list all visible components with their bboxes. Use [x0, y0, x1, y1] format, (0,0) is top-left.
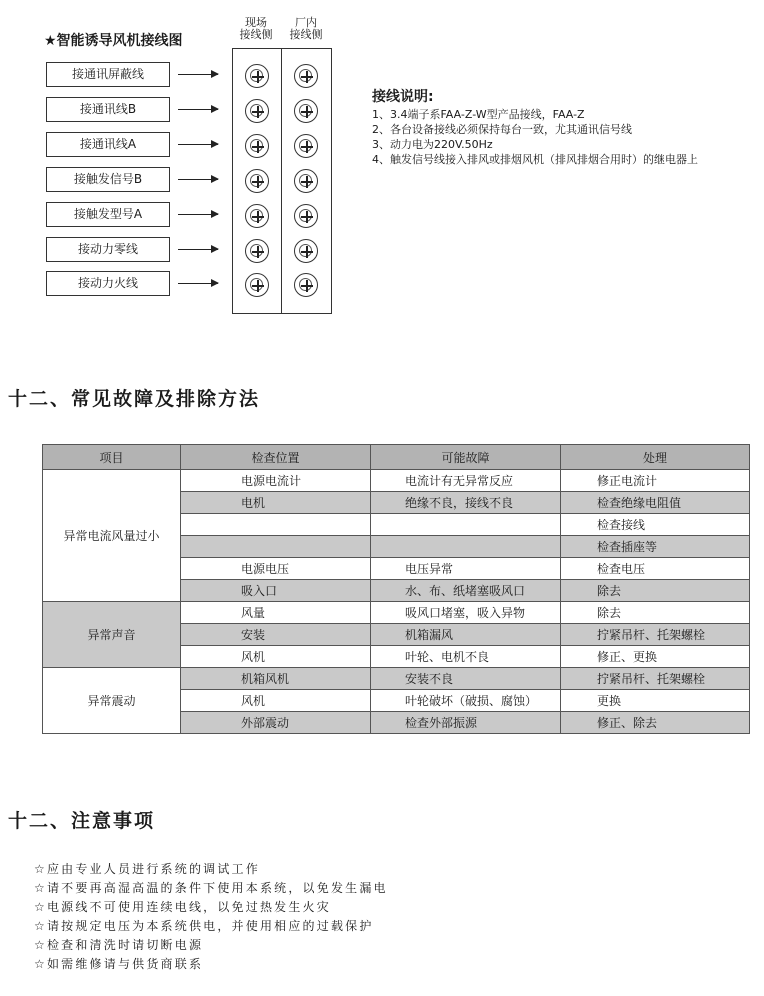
wiring-note-2: 2、各台设备接线必须保持每台一致，尤其通讯信号线: [372, 123, 632, 136]
field-side-header: [232, 17, 280, 41]
wire-arrow-1: [178, 74, 218, 75]
plus-icon: [252, 106, 264, 118]
check-location-cell: 吸入口: [181, 580, 371, 602]
wire-arrow-2: [178, 109, 218, 110]
wire-label-1: 接通讯屏蔽线: [46, 62, 170, 87]
wire-label-2: 接通讯线B: [46, 97, 170, 122]
field-side-header-line1: 现场: [245, 16, 267, 29]
check-location-cell: 安装: [181, 624, 371, 646]
action-cell: 拧紧吊杆、托架螺栓: [561, 624, 750, 646]
factory-terminal-screw-icon: [294, 273, 318, 297]
possible-fault-cell: 水、布、纸堵塞吸风口: [371, 580, 561, 602]
factory-terminal-screw-icon: [294, 239, 318, 263]
possible-fault-cell: 电流计有无异常反应: [371, 470, 561, 492]
check-location-cell: [181, 536, 371, 558]
plus-icon: [301, 211, 313, 223]
possible-fault-cell: 安装不良: [371, 668, 561, 690]
plus-icon: [301, 71, 313, 83]
factory-terminal-screw-icon: [294, 64, 318, 88]
check-location-cell: 电源电流计: [181, 470, 371, 492]
factory-terminal-screw-icon: [294, 169, 318, 193]
precautions-heading: 十二、注意事项: [8, 810, 156, 832]
plus-icon: [252, 246, 264, 258]
plus-icon: [252, 211, 264, 223]
factory-terminal-screw-icon: [294, 204, 318, 228]
wire-label-5: 接触发型号A: [46, 202, 170, 227]
wiring-notes-title: 接线说明:: [372, 89, 434, 105]
possible-fault-cell: 叶轮破坏（破损、腐蚀）: [371, 690, 561, 712]
field-terminal-screw-icon: [245, 99, 269, 123]
fault-item-cell: 异常震动: [43, 668, 181, 734]
precaution-item: ☆请不要再高湿高温的条件下使用本系统，以免发生漏电: [34, 881, 388, 895]
wiring-note-4: 4、触发信号线接入排风或排烟风机（排风排烟合用时）的继电器上: [372, 153, 698, 166]
possible-fault-cell: [371, 514, 561, 536]
action-cell: 除去: [561, 580, 750, 602]
wire-label-7: 接动力火线: [46, 271, 170, 296]
faults-heading: 十二、常见故障及排除方法: [8, 388, 261, 410]
factory-side-header-line1: 厂内: [295, 16, 317, 29]
col-header-location: 检查位置: [181, 445, 371, 470]
field-terminal-screw-icon: [245, 273, 269, 297]
factory-terminal-screw-icon: [294, 99, 318, 123]
check-location-cell: 风量: [181, 602, 371, 624]
possible-fault-cell: 绝缘不良，接线不良: [371, 492, 561, 514]
terminal-block: [232, 48, 332, 314]
wire-arrow-7: [178, 283, 218, 284]
plus-icon: [301, 176, 313, 188]
field-terminal-screw-icon: [245, 239, 269, 263]
plus-icon: [301, 106, 313, 118]
possible-fault-cell: 电压异常: [371, 558, 561, 580]
possible-fault-cell: 机箱漏风: [371, 624, 561, 646]
action-cell: 修正电流计: [561, 470, 750, 492]
check-location-cell: [181, 514, 371, 536]
precaution-item: ☆如需维修请与供货商联系: [34, 957, 204, 971]
action-cell: 检查电压: [561, 558, 750, 580]
fault-table: [42, 444, 750, 734]
wire-arrow-3: [178, 144, 218, 145]
action-cell: 检查绝缘电阻值: [561, 492, 750, 514]
field-terminal-screw-icon: [245, 169, 269, 193]
plus-icon: [252, 280, 264, 292]
check-location-cell: 风机: [181, 690, 371, 712]
check-location-cell: 机箱风机: [181, 668, 371, 690]
field-terminal-screw-icon: [245, 64, 269, 88]
table-row: [43, 668, 750, 690]
field-side-header-line2: 接线侧: [239, 28, 273, 41]
action-cell: 拧紧吊杆、托架螺栓: [561, 668, 750, 690]
col-header-fault: 可能故障: [371, 445, 561, 470]
check-location-cell: 电源电压: [181, 558, 371, 580]
possible-fault-cell: 检查外部振源: [371, 712, 561, 734]
possible-fault-cell: 叶轮、电机不良: [371, 646, 561, 668]
precaution-item: ☆请按规定电压为本系统供电，并使用相应的过载保护: [34, 919, 374, 933]
table-row: [43, 602, 750, 624]
field-terminal-screw-icon: [245, 134, 269, 158]
fault-table-body: [43, 470, 750, 734]
wire-label-6: 接动力零线: [46, 237, 170, 262]
terminal-divider: [281, 49, 282, 313]
col-header-item: 项目: [43, 445, 181, 470]
possible-fault-cell: 吸风口堵塞，吸入异物: [371, 602, 561, 624]
wiring-diagram-title: ★智能诱导风机接线图: [44, 33, 183, 49]
wire-arrow-4: [178, 179, 218, 180]
col-header-action: 处理: [561, 445, 750, 470]
fault-item-cell: 异常电流风量过小: [43, 470, 181, 602]
check-location-cell: 风机: [181, 646, 371, 668]
possible-fault-cell: [371, 536, 561, 558]
action-cell: 除去: [561, 602, 750, 624]
wire-label-4: 接触发信号B: [46, 167, 170, 192]
check-location-cell: 电机: [181, 492, 371, 514]
check-location-cell: 外部震动: [181, 712, 371, 734]
action-cell: 检查接线: [561, 514, 750, 536]
plus-icon: [252, 141, 264, 153]
action-cell: 检查插座等: [561, 536, 750, 558]
factory-side-header-line2: 接线侧: [289, 28, 323, 41]
action-cell: 修正、除去: [561, 712, 750, 734]
plus-icon: [301, 246, 313, 258]
action-cell: 更换: [561, 690, 750, 712]
factory-terminal-screw-icon: [294, 134, 318, 158]
plus-icon: [252, 71, 264, 83]
fault-item-cell: 异常声音: [43, 602, 181, 668]
precaution-item: ☆应由专业人员进行系统的调试工作: [34, 862, 260, 876]
field-terminal-screw-icon: [245, 204, 269, 228]
precaution-item: ☆检查和清洗时请切断电源: [34, 938, 204, 952]
plus-icon: [252, 176, 264, 188]
fault-table-header-row: [43, 445, 750, 470]
wiring-note-1: 1、3.4端子系FAA-Z-W型产品接线，FAA-Z: [372, 108, 585, 121]
wiring-note-3: 3、动力电为220V.50Hz: [372, 138, 493, 151]
plus-icon: [301, 280, 313, 292]
wire-label-3: 接通讯线A: [46, 132, 170, 157]
precaution-item: ☆电源线不可使用连续电线，以免过热发生火灾: [34, 900, 331, 914]
wire-arrow-5: [178, 214, 218, 215]
action-cell: 修正、更换: [561, 646, 750, 668]
factory-side-header: [282, 17, 330, 41]
wire-arrow-6: [178, 249, 218, 250]
plus-icon: [301, 141, 313, 153]
table-row: [43, 470, 750, 492]
